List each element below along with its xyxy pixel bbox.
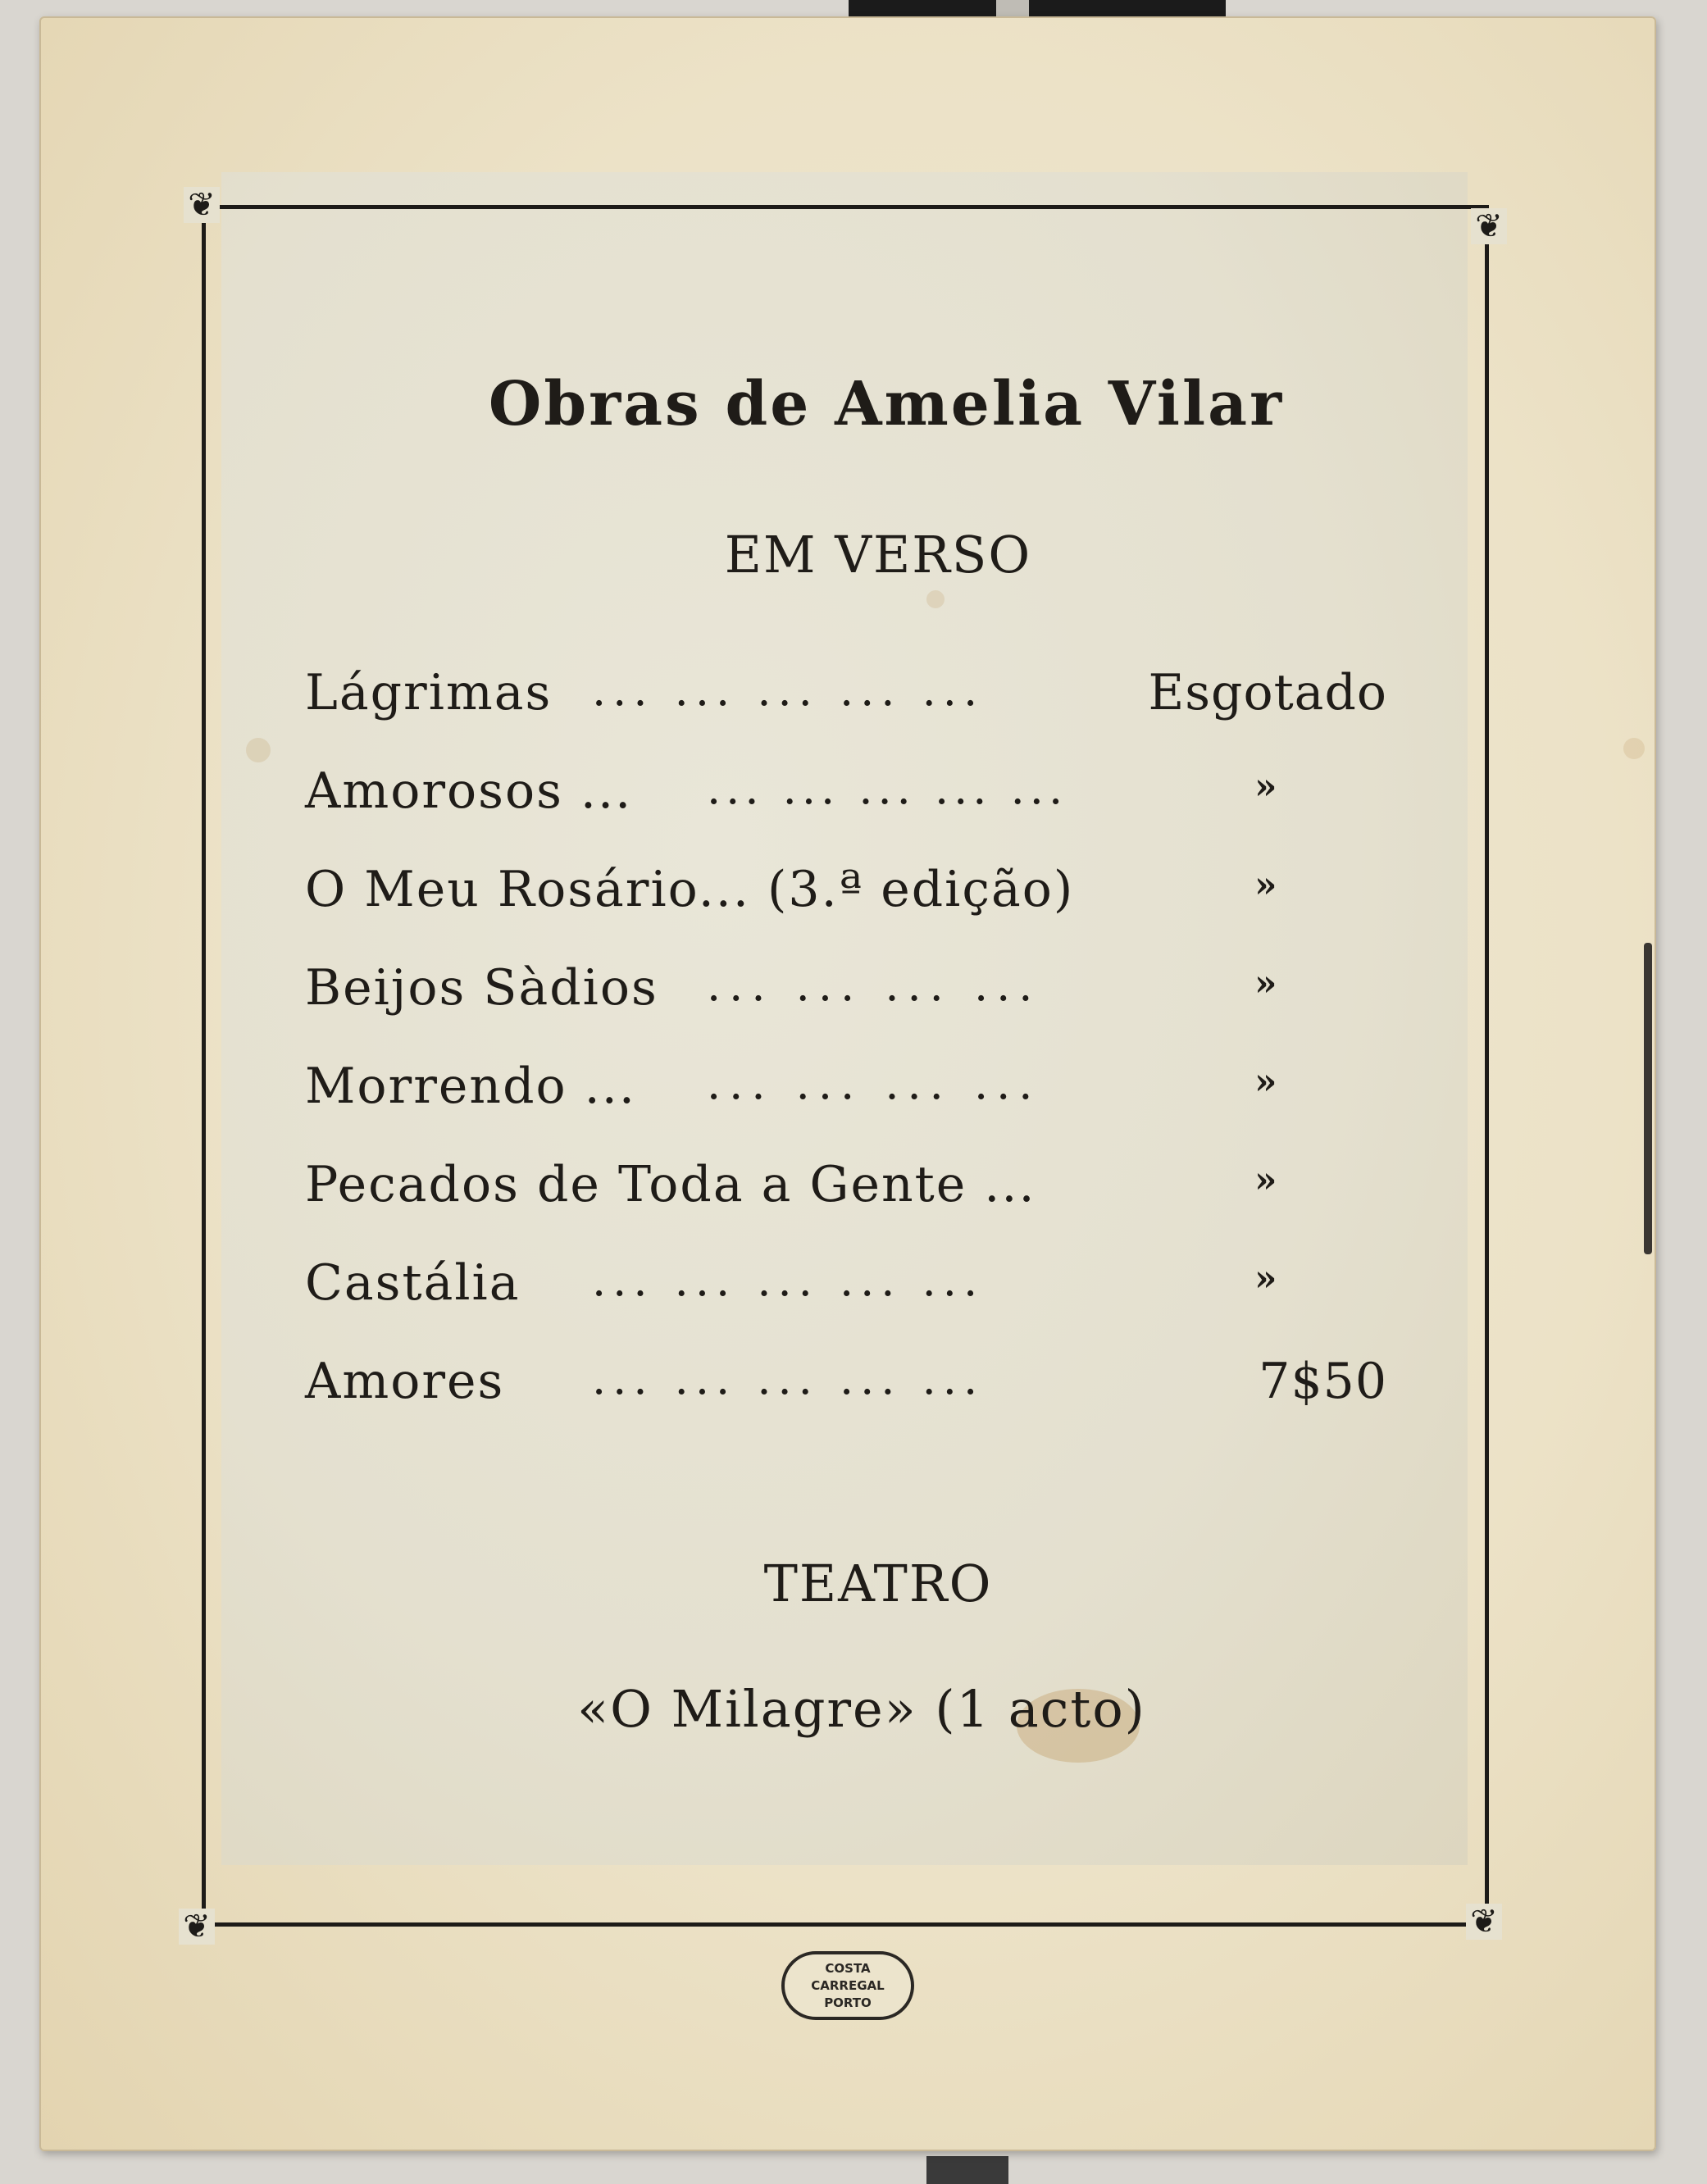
page-title: Obras de Amelia Vilar [488, 369, 1285, 439]
list-item [305, 1353, 1387, 1418]
work-status: » [1254, 1258, 1277, 1299]
list-item [305, 861, 1387, 926]
work-status: » [1254, 766, 1277, 808]
work-title: Pecados de Toda a Gente ... [305, 1156, 1036, 1213]
list-item [305, 1156, 1387, 1222]
stamp-line: PORTO [824, 1995, 872, 2010]
binder-clip-bottom [926, 2156, 1008, 2184]
list-item [305, 762, 1387, 828]
leaf-ornament-icon: ❦ [1466, 1904, 1502, 1940]
binding-mark [1644, 943, 1652, 1254]
list-item [305, 664, 1387, 730]
work-status: » [1254, 1061, 1277, 1103]
list-item [305, 959, 1387, 1025]
stain [1623, 738, 1645, 759]
stamp-line: CARREGAL [811, 1978, 885, 1993]
printer-stamp [781, 1951, 914, 2020]
list-item [305, 1254, 1387, 1320]
work-title: Castália [305, 1254, 521, 1312]
work-status: Esgotado [1148, 664, 1387, 721]
leader-dots: ... ... ... ... ... [707, 762, 1068, 814]
list-item [305, 1058, 1387, 1123]
work-status: » [1254, 962, 1277, 1004]
leader-dots: ... ... ... ... ... [592, 664, 985, 716]
leaf-ornament-icon: ❦ [179, 1909, 215, 1945]
section-heading-theatre: TEATRO [763, 1554, 993, 1613]
work-title: O Meu Rosário... (3.ª edição) [305, 861, 1075, 918]
work-title: Beijos Sàdios [305, 959, 658, 1017]
work-status: » [1254, 1159, 1277, 1201]
leader-dots: ... ... ... ... [707, 959, 1041, 1011]
work-title: Lágrimas [305, 664, 553, 721]
section-heading-verse: EM VERSO [724, 525, 1032, 585]
work-price: 7$50 [1259, 1353, 1387, 1410]
leaf-ornament-icon: ❦ [1471, 208, 1507, 244]
work-title: Morrendo ... [305, 1058, 636, 1115]
work-status: » [1254, 864, 1277, 906]
play-title: «O Milagre» (1 acto) [577, 1679, 1146, 1739]
work-title: Amorosos ... [305, 762, 633, 820]
leader-dots: ... ... ... ... [707, 1058, 1041, 1109]
work-title: Amores [305, 1353, 505, 1410]
leaf-ornament-icon: ❦ [184, 187, 220, 223]
leader-dots: ... ... ... ... ... [592, 1254, 985, 1306]
stamp-line: COSTA [825, 1961, 871, 1976]
leader-dots: ... ... ... ... ... [592, 1353, 985, 1404]
